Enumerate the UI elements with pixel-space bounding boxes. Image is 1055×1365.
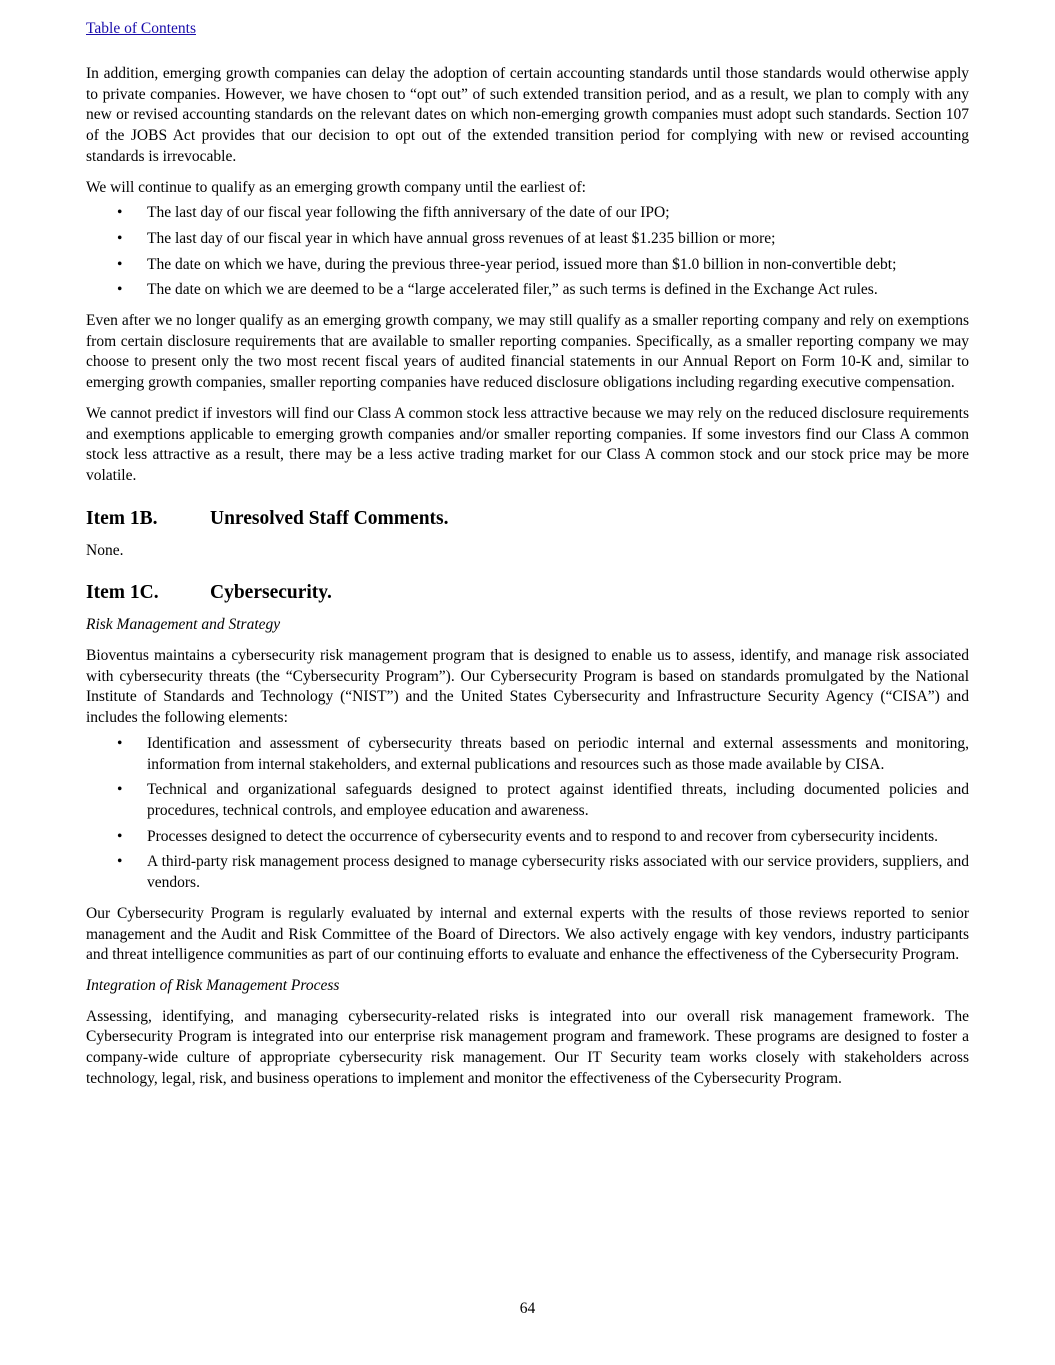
bullet-icon: • [117, 734, 123, 752]
table-of-contents-link[interactable]: Table of Contents [86, 20, 196, 37]
list-item-text: Technical and organizational safeguards designed to protect against identified threats, including documented policies and procedures, technical controls, and employee education and awareness. [147, 781, 969, 819]
cyber-paragraph-3: Assessing, identifying, and managing cybersecurity-related risks is integrated into our overall risk management framework. The Cybersecurity Program is integrated into our enterprise risk management program and framework. These programs are designed to foster a company-wide culture of appropriate cybersecurity risk management. Our IT Security team works closely with stakeholders across technology, legal, risk, and business operations to implement and monitor the effectiveness of the Cybersecurity Program. [86, 1007, 969, 1087]
list-item [86, 780, 969, 821]
bullet-icon: • [117, 229, 123, 247]
list-item-text: The last day of our fiscal year in which have annual gross revenues of at least $1.235 billion or more; [147, 229, 776, 247]
bullet-icon: • [117, 281, 123, 299]
cyber-paragraph-1: Bioventus maintains a cybersecurity risk management program that is designed to enable us to assess, identify, and manage risk associated with cybersecurity threats (the “Cybersecurity Program”). Our Cybersecurity Program is based on standards promulgated by the National Institute of Standards and Technology (“NIST”) and the United States Cybersecurity and Infrastructure Security Agency (“CISA”) and includes the following elements: [86, 647, 969, 727]
item-1c-heading [86, 581, 969, 605]
list-item-text: A third-party risk management process designed to manage cybersecurity risks associated with our service providers, suppliers, and vendors. [147, 853, 969, 892]
item-1b-title: Unresolved Staff Comments. [210, 507, 449, 529]
item-1b-heading [86, 507, 969, 531]
cyber-elements-list [86, 734, 969, 894]
intro-paragraph-3: Even after we no longer qualify as an emerging growth company, we may still qualify as a smaller reporting company and rely on exemptions from certain disclosure requirements that are available to smaller reporting companies. Specifically, as a smaller reporting company we may choose to present only the two most recent fiscal years of audited financial statements in our Annual Report on Form 10-K and, similar to emerging growth companies, smaller reporting companies have reduced disclosure obligations including regarding executive compensation. [86, 312, 969, 392]
intro-paragraph-2: We will continue to qualify as an emerging growth company until the earliest of: [86, 178, 586, 196]
list-item [86, 280, 969, 301]
list-item [86, 734, 969, 775]
item-1c-number: Item 1C. [86, 582, 159, 604]
integration-subheading: Integration of Risk Management Process [86, 976, 340, 994]
risk-management-subheading: Risk Management and Strategy [86, 616, 281, 634]
bullet-icon: • [117, 827, 123, 845]
list-item-text: Identification and assessment of cybersecurity threats based on periodic internal and external assessments and monitoring, information from internal stakeholders, and external publications and resources such as those made available by CISA. [147, 734, 969, 773]
page-number: 64 [519, 1300, 536, 1317]
list-item-text: The date on which we are deemed to be a “large accelerated filer,” as such terms is defined in the Exchange Act rules. [147, 281, 878, 299]
list-item [86, 827, 969, 848]
item-1c-title: Cybersecurity. [210, 582, 332, 604]
item-1b-number: Item 1B. [86, 507, 158, 529]
list-item-text: The last day of our fiscal year following the fifth anniversary of the date of our IPO; [147, 204, 670, 222]
bullet-icon: • [117, 255, 123, 273]
bullet-icon: • [117, 853, 123, 871]
list-item [86, 203, 969, 224]
cyber-paragraph-2: Our Cybersecurity Program is regularly evaluated by internal and external experts with the results of those reviews reported to senior management and the Audit and Risk Committee of the Board of Directors. We also actively engage with key vendors, industry participants and threat intelligence communities as part of our continuing efforts to evaluate and enhance the effectiveness of the Cybersecurity Program. [86, 904, 969, 964]
intro-paragraph-1: In addition, emerging growth companies can delay the adoption of certain accounting standards until those standards would otherwise apply to private companies. However, we have chosen to “opt out” of such extended transition period, and as a result, we plan to comply with any new or revised accounting standards on the relevant dates on which non-emerging growth companies must adopt such standards. Section 107 of the JOBS Act provides that our decision to opt out of the extended transition period for complying with new or revised accounting standards is irrevocable. [86, 65, 969, 165]
list-item-text: The date on which we have, during the previous three-year period, issued more than $1.0 billion in non-convertible debt; [147, 255, 897, 273]
list-item [86, 255, 969, 276]
intro-paragraph-4: We cannot predict if investors will find our Class A common stock less attractive because we may rely on the reduced disclosure requirements and exemptions applicable to emerging growth companies and/or smaller reporting companies. If some investors find our Class A common stock less attractive as a result, there may be a less active trading market for our Class A common stock and our stock price may be more volatile. [86, 404, 969, 484]
document-page [86, 18, 969, 1099]
list-item [86, 229, 969, 250]
list-item-text: Processes designed to detect the occurrence of cybersecurity events and to respond to and recover from cybersecurity incidents. [147, 827, 939, 845]
list-item [86, 852, 969, 893]
bullet-icon: • [117, 204, 123, 222]
item-1b-body: None. [86, 541, 124, 559]
egc-criteria-list [86, 203, 969, 301]
bullet-icon: • [117, 781, 123, 799]
